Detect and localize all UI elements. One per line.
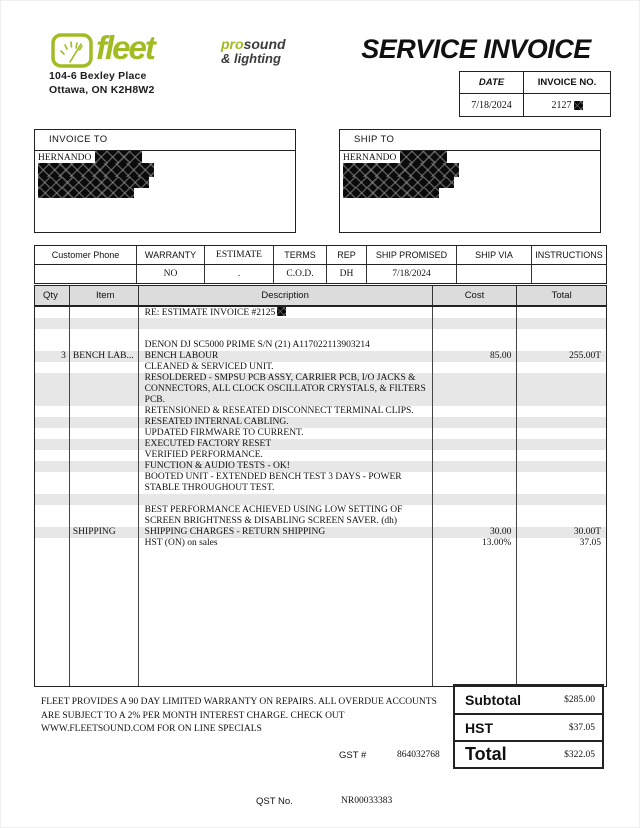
- redaction-block: [38, 188, 134, 198]
- totals-box: [453, 684, 604, 769]
- tagline-lighting: & lighting: [221, 51, 281, 66]
- warranty-note-line2: ARE SUBJECT TO A 2% PER MONTH INTEREST CHARGE. CHECK OUT: [41, 710, 345, 721]
- line-item-row: DENON DJ SC5000 PRIME S/N (21) A117022113903214: [35, 340, 606, 351]
- invoice-title: SERVICE INVOICE: [361, 34, 591, 64]
- total-label: Total: [465, 744, 507, 764]
- info-value-row: [35, 265, 606, 283]
- warranty-note-line1: FLEET PROVIDES A 90 DAY LIMITED WARRANTY ON REPAIRS. ALL OVERDUE ACCOUNTS: [41, 697, 437, 707]
- line-item-row: UPDATED FIRMWARE TO CURRENT.: [35, 428, 606, 439]
- line-item-row: [35, 318, 606, 329]
- hst-label: HST: [465, 719, 493, 736]
- info-header-terms: TERMS: [274, 246, 327, 264]
- redaction-block: [38, 177, 149, 188]
- info-header-estimate: ESTIMATE: [205, 246, 274, 264]
- subtotal-value: $285.00: [564, 694, 595, 705]
- info-table: [34, 245, 607, 284]
- info-header-warranty: WARRANTY: [137, 246, 205, 264]
- line-item-row: VERIFIED PERFORMANCE.: [35, 450, 606, 461]
- warranty-note-line3: WWW.FLEETSOUND.COM FOR ON LINE SPECIALS: [41, 724, 262, 734]
- qst-label: QST No.: [256, 796, 293, 807]
- brand-wordmark: fleet: [96, 29, 154, 66]
- redaction-block: [277, 307, 286, 316]
- info-header-rep: REP: [327, 246, 367, 264]
- info-header-ship-promised: SHIP PROMISED: [367, 246, 457, 264]
- info-value-rep: DH: [327, 265, 367, 283]
- line-item-row: FUNCTION & AUDIO TESTS - OK!: [35, 461, 606, 472]
- brand-tagline-top: [221, 38, 286, 51]
- info-value-ship-via: [457, 265, 532, 283]
- line-item-row: 3 BENCH LAB... BENCH LABOUR 85.00 255.00T: [35, 351, 606, 362]
- line-item-row: CONNECTORS, ALL CLOCK OSCILLATOR CRYSTALS, & FILTERS: [35, 384, 606, 395]
- info-header-ship-via: SHIP VIA: [457, 246, 532, 264]
- info-value-warranty: NO: [137, 265, 205, 283]
- info-header-instructions: INSTRUCTIONS: [535, 250, 603, 260]
- header-cell-description: Description: [139, 286, 433, 305]
- invoice-no-header-cell: INVOICE NO.: [537, 77, 597, 88]
- gst-label: GST #: [339, 750, 367, 761]
- line-item-row: BEST PERFORMANCE ACHIEVED USING LOW SETTING OF: [35, 505, 606, 516]
- info-header-row: [35, 246, 606, 265]
- info-value-customer-phone: [35, 265, 137, 283]
- line-item-row: RESEATED INTERNAL CABLING.: [35, 417, 606, 428]
- date-value-cell: 7/18/2024: [460, 94, 524, 116]
- redaction-block: [574, 101, 583, 110]
- hst-row: [455, 713, 602, 740]
- info-value-ship-promised: 7/18/2024: [367, 265, 457, 283]
- redaction-block: [400, 151, 447, 163]
- invoice-no-value-cell: [524, 94, 610, 116]
- warranty-note: [41, 696, 451, 737]
- info-value-estimate: .: [205, 265, 274, 283]
- header-cell-qty: Qty: [35, 286, 70, 305]
- ship-to-box: [339, 129, 601, 233]
- hst-value: $37.05: [568, 722, 595, 733]
- ship-to-label: SHIP TO: [340, 130, 600, 151]
- line-item-row: [35, 329, 606, 340]
- redaction-block: [343, 163, 459, 177]
- line-table-header-row: [35, 286, 606, 307]
- header-cell-total: Total: [551, 290, 572, 301]
- invoice-to-box: [34, 129, 296, 233]
- line-item-row: RESOLDERED - SMPSU PCB ASSY, CARRIER PCB, I/O JACKS &: [35, 373, 606, 384]
- total-value: $322.05: [564, 749, 595, 760]
- info-value-terms: C.O.D.: [274, 265, 327, 283]
- tagline-sound: sound: [243, 36, 286, 52]
- line-items-table: [34, 285, 607, 687]
- line-item-row: EXECUTED FACTORY RESET: [35, 439, 606, 450]
- invoice-no-value: 2127: [551, 99, 572, 111]
- line-item-row: SHIPPING SHIPPING CHARGES - RETURN SHIPPING 30.00 30.00T: [35, 527, 606, 538]
- line-item-row: HST (ON) on sales 13.00% 37.05: [35, 538, 606, 549]
- info-header-customer-phone: Customer Phone: [35, 246, 137, 264]
- redaction-block: [343, 188, 439, 198]
- total-row: [455, 740, 602, 767]
- empty-table-area: [35, 549, 606, 686]
- redaction-block: [343, 177, 454, 188]
- tagline-pro: pro: [221, 36, 244, 52]
- line-item-row: CLEANED & SERVICED UNIT.: [35, 362, 606, 373]
- vu-meter-icon: [51, 33, 93, 73]
- header-cell-item: Item: [70, 286, 139, 305]
- line-item-row: BOOTED UNIT - EXTENDED BENCH TEST 3 DAYS - POWER: [35, 472, 606, 483]
- invoice-to-customer-name: HERNANDO: [38, 153, 92, 163]
- gst-value: 864032768: [397, 750, 440, 760]
- line-item-row: [35, 307, 606, 318]
- line-item-row: PCB.: [35, 395, 606, 406]
- line-item-row: STABLE THROUGHOUT TEST.: [35, 483, 606, 494]
- company-address-line2: Ottawa, ON K2H8W2: [49, 84, 155, 96]
- company-address-line1: 104-6 Bexley Place: [49, 70, 147, 82]
- header-cell-cost: Cost: [433, 286, 518, 305]
- estimate-ref-text: RE: ESTIMATE INVOICE #2125: [144, 308, 276, 318]
- info-value-instructions: [532, 265, 606, 283]
- invoice-to-label: INVOICE TO: [35, 130, 295, 151]
- subtotal-label: Subtotal: [465, 691, 521, 708]
- qst-value: NR00033383: [341, 796, 393, 806]
- line-item-row: RETENSIONED & RESEATED DISCONNECT TERMINAL CLIPS.: [35, 406, 606, 417]
- ship-to-customer-name: HERNANDO: [343, 153, 397, 163]
- subtotal-row: [455, 686, 602, 713]
- redaction-block: [38, 163, 154, 177]
- invoice-meta-table: [459, 71, 611, 117]
- line-item-row: [35, 494, 606, 505]
- date-header-cell: DATE: [460, 72, 524, 93]
- line-item-row: SCREEN BRIGHTNESS & DISABLING SCREEN SAVER. (dh): [35, 516, 606, 527]
- redaction-block: [95, 151, 142, 163]
